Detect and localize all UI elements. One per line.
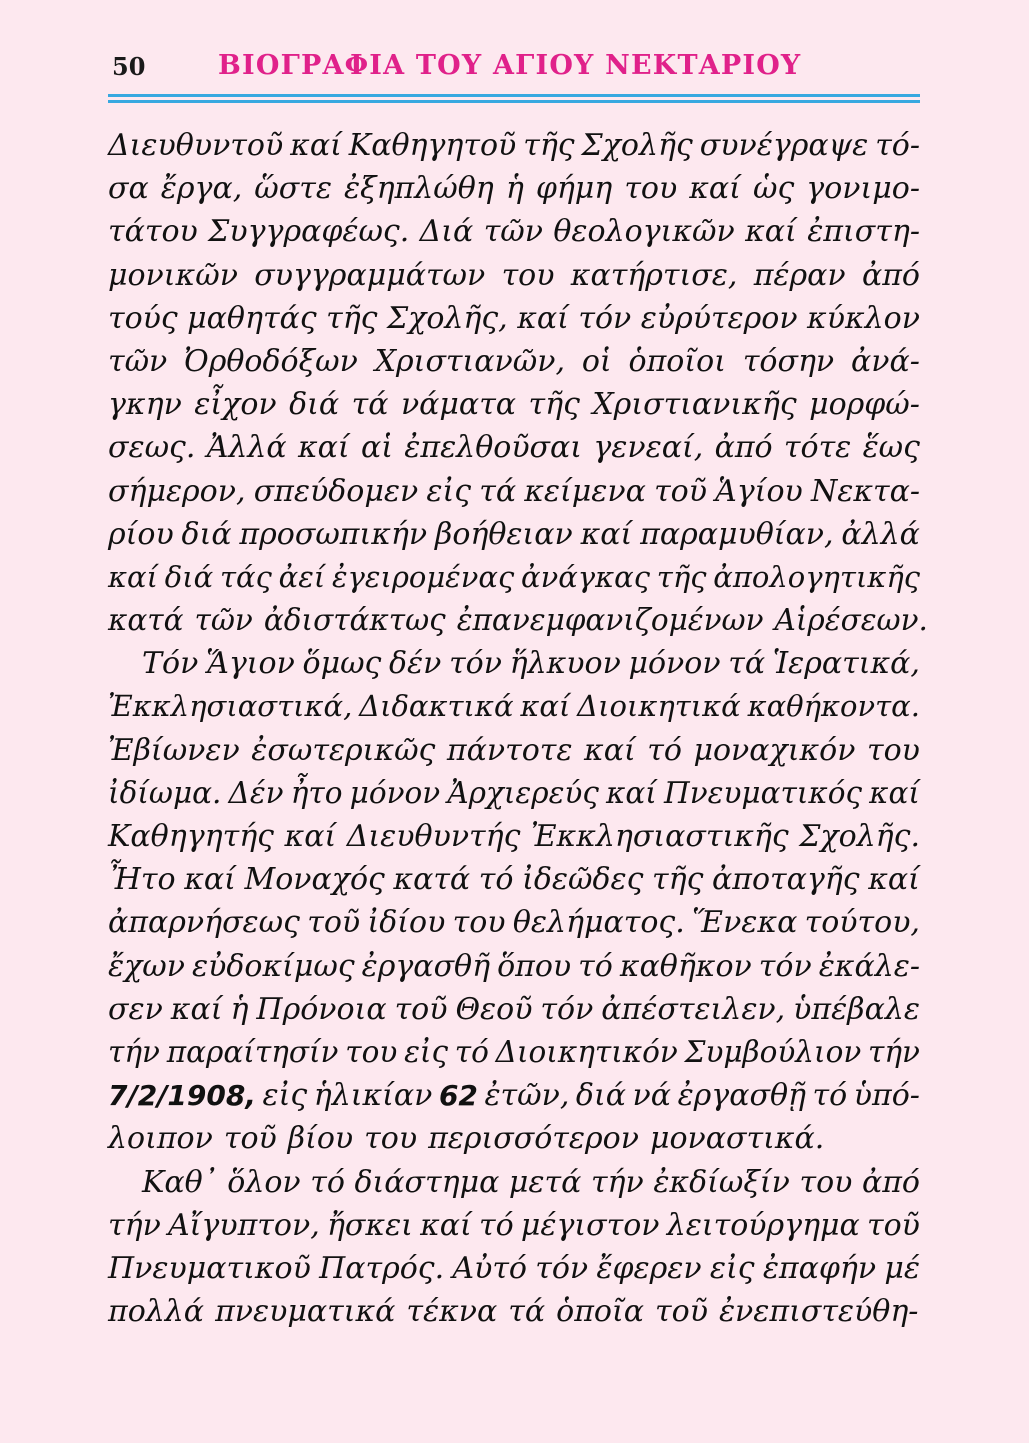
text-line: Διευθυντοῦ καί Καθηγητοῦ τῆς Σχολῆς συνέγραψε τό- bbox=[108, 128, 920, 163]
text-line: ἀπαρνήσεως τοῦ ἰδίου του θελήματος. Ἕνεκα τούτου, bbox=[108, 905, 920, 941]
text-line: Ἦτο καί Μοναχός κατά τό ἰδεῶδες τῆς ἀποταγῆς καί bbox=[108, 862, 920, 898]
text-line: τάτου Συγγραφέως. Διά τῶν θεολογικῶν καί ἐπιστη- bbox=[108, 214, 920, 250]
text-line: Καθ᾽ ὅλον τό διάστημα μετά τήν ἐκδίωξίν του ἀπό bbox=[142, 1164, 920, 1200]
text-line: λοιπον τοῦ βίου του περισσότερον μοναστικά. bbox=[108, 1121, 825, 1157]
paragraph bbox=[108, 642, 920, 1160]
text-line: ἔχων εὐδοκίμως ἐργασθῆ ὅπου τό καθῆκον τόν ἐκάλε- bbox=[108, 948, 920, 984]
text-line: τούς μαθητάς τῆς Σχολῆς, καί τόν εὐρύτερον κύκλον bbox=[108, 300, 920, 336]
text-line: Ἐκκλησιαστικά, Διδακτικά καί Διοικητικά καθήκοντα. bbox=[108, 689, 920, 724]
text-line: Πνευματικοῦ Πατρός. Αὐτό τόν ἔφερεν εἰς ἐπαφήν μέ bbox=[108, 1250, 920, 1286]
text-line: πολλά πνευματικά τέκνα τά ὁποῖα τοῦ ἐνεπιστεύθη- bbox=[108, 1294, 919, 1330]
body-text bbox=[108, 124, 928, 1333]
text-line: ἰδίωμα. Δέν ἦτο μόνον Ἀρχιερεύς καί Πνευματικός καί bbox=[108, 775, 920, 810]
text-line: σεν καί ἡ Πρόνοια τοῦ Θεοῦ τόν ἀπέστειλεν, ὑπέβαλε bbox=[108, 991, 920, 1027]
text-line: Τόν Ἅγιον ὅμως δέν τόν ἥλκυον μόνον τά Ἱερατικά, bbox=[142, 646, 920, 682]
text-line: τῶν Ὀρθοδόξων Χριστιανῶν, οἱ ὁποῖοι τόσην ἀνά- bbox=[108, 343, 920, 379]
text-line: Ἐβίωνεν ἐσωτερικῶς πάντοτε καί τό μοναχικόν του bbox=[108, 732, 920, 768]
paragraph bbox=[108, 124, 928, 642]
text-line: Καθηγητής καί Διευθυντής Ἐκκλησιαστικῆς Σχολῆς. bbox=[108, 819, 920, 854]
text-line: μονικῶν συγγραμμάτων του κατήρτισε, πέραν ἀπό bbox=[108, 257, 920, 293]
text-line: κατά τῶν ἀδιστάκτως ἐπανεμφανιζομένων Αἱρέσεων. bbox=[108, 603, 928, 638]
text-line: σεως. Ἀλλά καί αἱ ἐπελθοῦσαι γενεαί, ἀπό τότε ἕως bbox=[108, 430, 920, 466]
text-line: ρίου διά προσωπικήν βοήθειαν καί παραμυθίαν, ἀλλά bbox=[108, 516, 920, 552]
text-line: 7/2/1908, εἰς ἡλικίαν 62 ἐτῶν, διά νά ἐργασθῇ τό ὑπό- bbox=[108, 1078, 920, 1114]
text-line: σήμερον, σπεύδομεν εἰς τά κείμενα τοῦ Ἁγίου Νεκτα- bbox=[108, 473, 920, 509]
text-line: γκην εἶχον διά τά νάματα τῆς Χριστιανικῆς μορφώ- bbox=[108, 387, 920, 423]
page-number: 50 bbox=[112, 52, 146, 81]
text-line: τήν παραίτησίν του εἰς τό Διοικητικόν Συμβούλιον τήν bbox=[108, 1034, 920, 1069]
header-rule-top bbox=[108, 94, 920, 97]
text-line: καί διά τάς ἀεί ἐγειρομένας ἀνάγκας τῆς ἀπολογητικῆς bbox=[108, 559, 920, 594]
paragraph bbox=[108, 1161, 920, 1334]
text-line: σα ἔργα, ὥστε ἐξηπλώθη ἡ φήμη του καί ὡς γονιμο- bbox=[108, 171, 920, 207]
header-rule-bottom bbox=[108, 100, 920, 103]
running-title: ΒΙΟΓΡΑΦΙΑ ΤΟΥ ΑΓΙΟΥ ΝΕΚΤΑΡΙΟΥ bbox=[218, 50, 802, 81]
text-line: τήν Αἴγυπτον, ἤσκει καί τό μέγιστον λειτούργημα τοῦ bbox=[108, 1207, 920, 1243]
running-header bbox=[108, 44, 920, 94]
